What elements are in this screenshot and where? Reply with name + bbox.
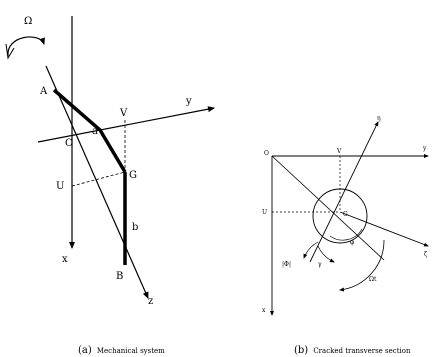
point-o-label: O <box>65 138 74 149</box>
caption-b-text: Cracked transverse section <box>313 347 411 355</box>
segment-b-label: b <box>132 222 139 233</box>
rotation-arrow-icon <box>8 37 44 56</box>
point-b-label: B <box>116 271 124 282</box>
phi-angle-arc <box>330 229 362 240</box>
caption-b <box>294 338 410 357</box>
caption-a-text: Mechanical system <box>96 347 165 355</box>
gamma-angle-arc <box>318 246 334 262</box>
omega-t-label: Ωt <box>369 276 377 283</box>
caption-b-tag: (b) <box>294 345 309 356</box>
caption-a-tag: (a) <box>78 345 92 356</box>
big-phi-label: |Φ| <box>282 261 291 268</box>
point-u-label: U <box>56 181 65 192</box>
b-point-u-label: U <box>262 209 268 216</box>
omega-t-angle-arc <box>340 240 384 290</box>
b-point-v-label: V <box>337 148 342 155</box>
projection-u-line <box>72 172 125 186</box>
y-axis-label: y <box>186 96 192 107</box>
panel-a-mechanical-system <box>6 16 214 307</box>
b-point-g-label: G <box>343 211 348 218</box>
b-diagonal-line <box>272 156 384 260</box>
segment-a-label: a <box>92 126 98 137</box>
panel-b-cracked-section <box>262 115 428 315</box>
point-a-label: A <box>40 86 48 97</box>
gamma-label: γ <box>318 261 322 268</box>
eta-axis-line <box>310 122 378 262</box>
caption-a <box>78 338 165 357</box>
eta-axis-label: η <box>377 115 381 122</box>
omega-label: Ω <box>24 16 33 27</box>
zeta-axis-label: ζ <box>424 251 428 258</box>
b-y-axis-label: y <box>423 145 427 152</box>
b-x-axis-label: x <box>262 307 266 314</box>
rotor-shaft-segment-a <box>54 90 125 172</box>
b-origin-label: O <box>264 150 269 157</box>
point-g-label: G <box>129 170 137 181</box>
z-axis-label: z <box>148 296 154 307</box>
point-v-label: V <box>120 108 128 119</box>
x-axis-label: x <box>62 254 68 265</box>
phi-label: φ <box>350 239 355 246</box>
